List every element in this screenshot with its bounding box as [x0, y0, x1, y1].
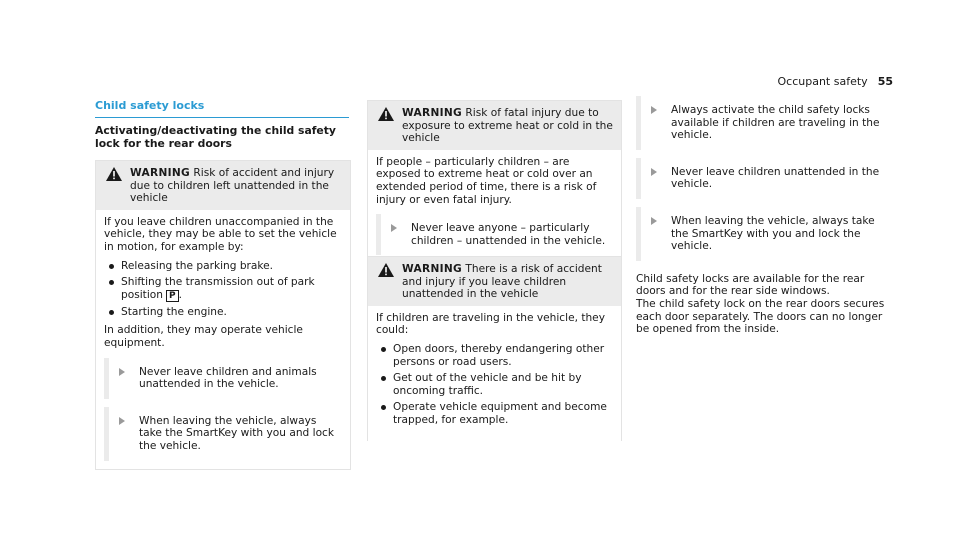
warning-triangle-icon — [378, 107, 394, 121]
section-title: Child safety locks — [95, 100, 349, 118]
warning-label: WARNING — [402, 263, 463, 275]
warning-label: WARNING — [130, 167, 191, 179]
body-text — [636, 273, 894, 336]
warning-bullet-list — [376, 343, 613, 427]
list-item: Operate vehicle equipment and become trapped, for example. — [376, 401, 613, 426]
action-arrow-icon — [391, 224, 397, 232]
action-item: Never leave children unattended in the vehicle. — [636, 158, 894, 199]
action-item: When leaving the vehicle, always take the SmartKey with you and lock the vehicle. — [104, 407, 342, 461]
warning-header — [368, 257, 621, 306]
warning-head-text: Risk of accident and injury due to children left unattended in the vehicle — [130, 167, 335, 205]
paragraph: The child safety lock on the rear doors secures each door separately. The doors can no longer be opened from the inside. — [636, 297, 885, 336]
action-arrow-icon — [119, 368, 125, 376]
warning-intro: If you leave children unaccompanied in the vehicle, they may be able to set the vehicle in motion, for example by: — [104, 215, 337, 253]
page-header — [778, 76, 893, 89]
action-arrow-icon — [651, 168, 657, 176]
warning-box-heat-cold — [367, 100, 622, 264]
warning-header — [96, 161, 350, 210]
header-section: Occupant safety — [777, 75, 868, 88]
list-item: Releasing the parking brake. — [104, 260, 342, 273]
action-item: Never leave anyone – particularly children – unattended in the vehicle. — [376, 214, 613, 255]
page-number: 55 — [877, 75, 893, 88]
sub-title: Activating/deactivating the child safety lock for the rear doors — [95, 124, 336, 150]
action-item: When leaving the vehicle, always take the SmartKey with you and lock the vehicle. — [636, 207, 894, 261]
warning-label: WARNING — [402, 107, 463, 119]
action-arrow-icon — [651, 217, 657, 225]
column-right — [636, 96, 894, 336]
warning-body: If people – particularly children – are exposed to extreme heat or cold over an extended period of time, there is a risk of injury or even fatal injury. — [376, 155, 597, 206]
list-item: Get out of the vehicle and be hit by oncoming traffic. — [376, 372, 613, 397]
action-arrow-icon — [651, 106, 657, 114]
list-item: Starting the engine. — [104, 306, 342, 319]
warning-triangle-icon — [106, 167, 122, 181]
warning-header — [368, 101, 621, 150]
warning-head-text: There is a risk of accident and injury if you leave children unattended in the vehicle — [402, 263, 602, 301]
list-item: Open doors, thereby endangering other persons or road users. — [376, 343, 613, 368]
warning-triangle-icon — [378, 263, 394, 277]
action-arrow-icon — [119, 417, 125, 425]
park-symbol-icon: P — [166, 290, 179, 302]
warning-head-text: Risk of fatal injury due to exposure to extreme heat or cold in the vehicle — [402, 107, 613, 145]
warning-bullet-list — [104, 260, 342, 319]
paragraph: Child safety locks are available for the rear doors and for the rear side windows. — [636, 272, 865, 298]
action-item: Always activate the child safety locks available if children are traveling in the vehicle. — [636, 96, 894, 150]
warning-box-unattended — [95, 160, 351, 470]
list-item: Shifting the transmission out of park position P . — [104, 276, 342, 302]
action-item: Never leave children and animals unattended in the vehicle. — [104, 358, 342, 399]
warning-box-children-traveling — [367, 256, 622, 441]
warning-intro: If children are traveling in the vehicle, they could: — [376, 311, 605, 337]
warning-outro: In addition, they may operate vehicle equipment. — [104, 324, 303, 349]
